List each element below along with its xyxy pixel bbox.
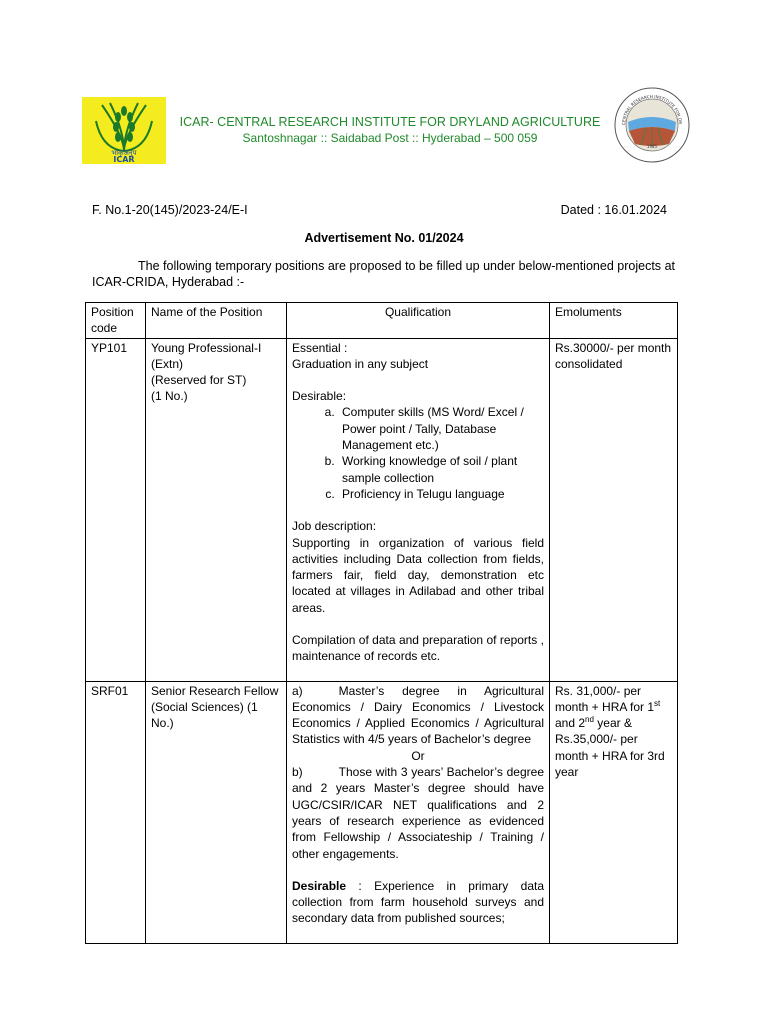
position-name: Senior Research Fellow (Social Sciences) (1 No.) [146,681,287,943]
col-header-qualification: Qualification [287,303,550,339]
qualification [287,338,550,681]
list-item: c. Proficiency in Telugu language [338,486,544,502]
seal-text: CENTRAL RESEARCH INSTITUTE FOR DR [620,93,684,126]
file-number: F. No.1-20(145)/2023-24/E-I [92,203,248,217]
col-header-emoluments: Emoluments [550,303,678,339]
desirable-list [292,404,544,502]
essential-label: Essential : [292,340,348,355]
desirable-text: Desirable : Experience in primary data collection from farm household surveys and secondary data from published sources; [292,878,544,926]
or-text: Or [411,748,425,763]
list-item: a. Computer skills (MS Word/ Excel / Power point / Tally, Database Management etc.) [338,404,544,453]
advertisement-title: Advertisement No. 01/2024 [304,231,464,245]
qualification [287,681,550,943]
col-header-name: Name of the Position [146,303,287,339]
institute-name: ICAR- CENTRAL RESEARCH INSTITUTE FOR DRYLAND AGRICULTURE [179,115,601,129]
table-header-row [86,303,678,339]
col-header-code: Position code [86,303,146,339]
qualification-a: a) Master’s degree in Agricultural Economics / Dairy Economics / Livestock Economics / Applied Economics / Agricultural Statistics with 4/5 years of Bachelor’s degree [292,683,544,747]
position-code: SRF01 [86,681,146,943]
table-row [86,338,678,681]
emoluments: Rs.30000/- per month consolidated [550,338,678,681]
intro-text: The following temporary positions are proposed to be filled up under below-mentioned projects at ICAR-CRIDA, Hyderabad :- [92,259,675,289]
date: Dated : 16.01.2024 [560,203,667,217]
table-row [86,681,678,943]
qualification-b: b) Those with 3 years’ Bachelor’s degree and 2 years Master’s degree should have UGC/CSIR/ICAR NET qualifications and 2 years of research experience as evidenced from Fellowship / Associateship / Training / other engagements. [292,765,544,861]
icar-logo-hindi: भाकृअनुप [111,149,137,157]
list-item: b. Working knowledge of soil / plant sample collection [338,453,544,486]
institute-address: Santoshnagar :: Saidabad Post :: Hyderabad – 500 059 [242,131,538,145]
emoluments: Rs. 31,000/- per month + HRA for 1st and 2nd year & Rs.35,000/- per month + HRA for 3rd year [550,681,678,943]
job-label: Job description: [292,519,377,534]
crida-seal [613,86,691,164]
position-name: Young Professional-I (Extn) (Reserved for ST) (1 No.) [146,338,287,681]
seal-year: 1985 [646,144,658,149]
icar-logo [82,97,166,164]
job-description-2: Compilation of data and preparation of reports , maintenance of records etc. [292,633,544,664]
job-description-1: Supporting in organization of various field activities including Data collection from fields, farmers fair, field day, demonstration etc located at villages in Adilabad and other tribal areas. [292,535,544,615]
position-code: YP101 [86,338,146,681]
icar-logo-text: ICAR [113,155,135,164]
desirable-label: Desirable: [292,389,347,404]
positions-table [85,302,678,944]
intro-paragraph [92,258,675,290]
essential-text: Graduation in any subject [292,356,429,371]
